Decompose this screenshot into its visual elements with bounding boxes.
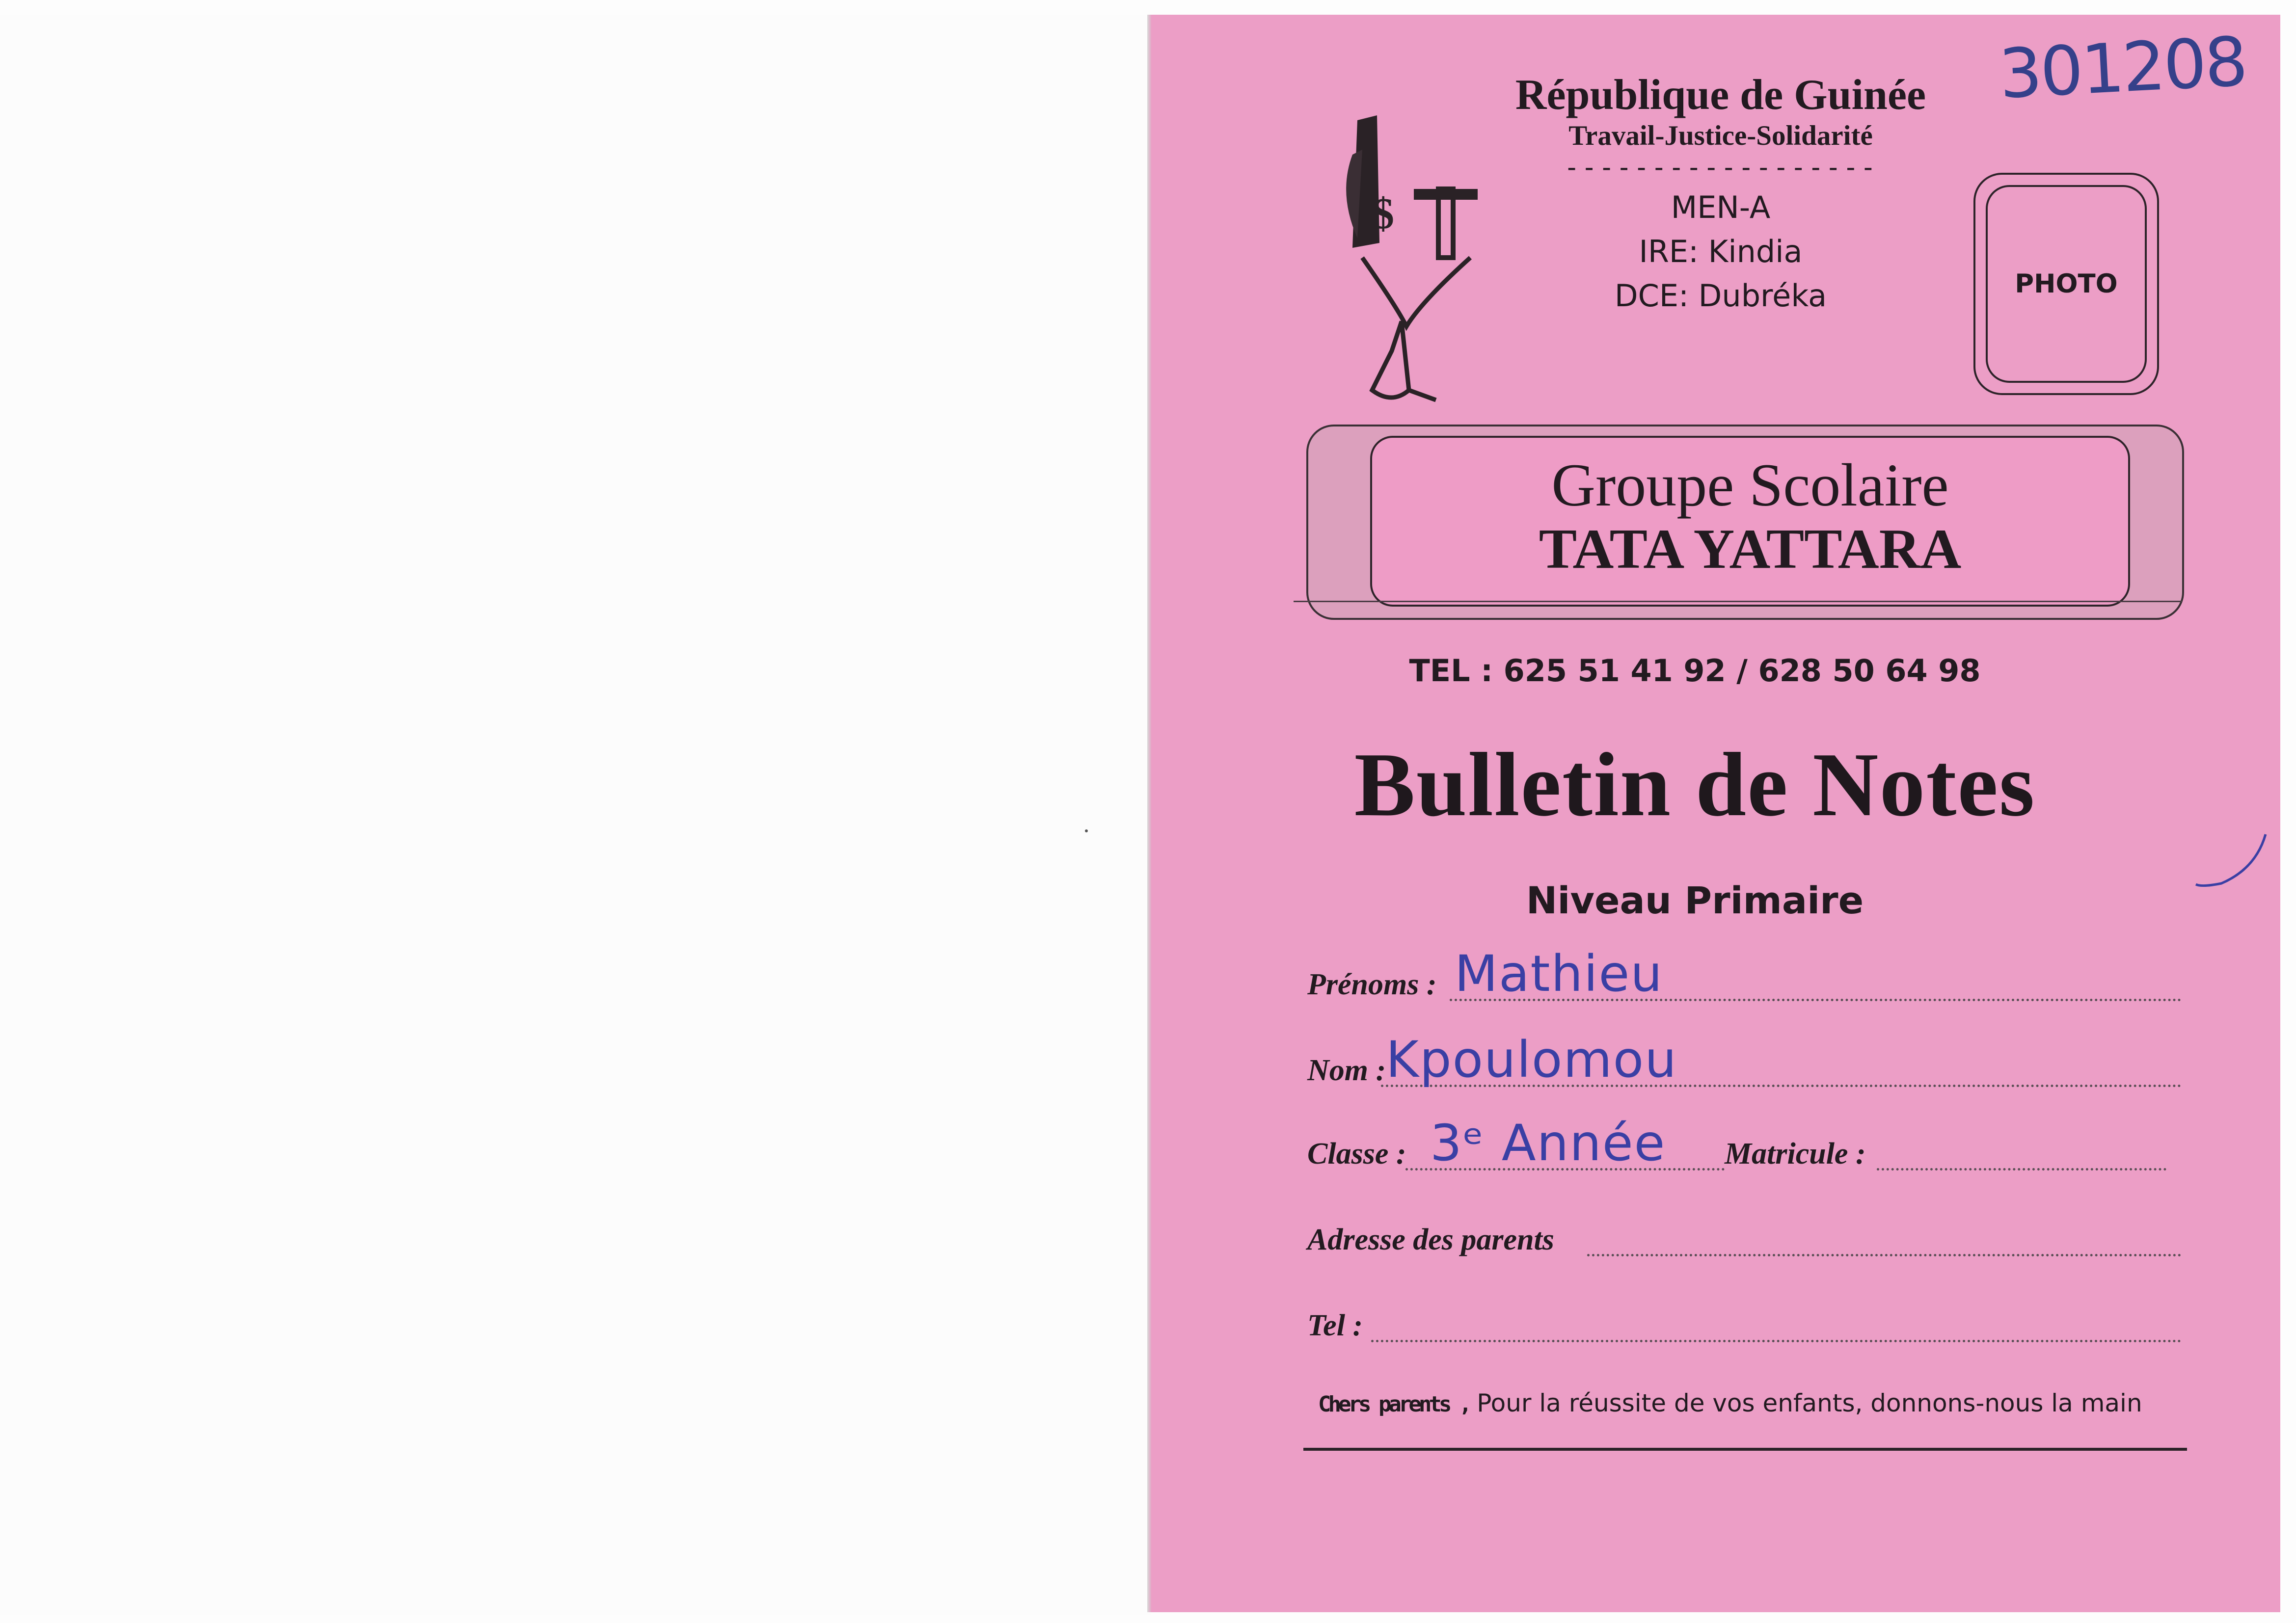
blank-left-page: [0, 15, 1151, 1615]
prenoms-field[interactable]: [1307, 945, 2186, 1006]
photo-frame: [1986, 185, 2147, 383]
footer-rule: [1303, 1448, 2187, 1451]
prenoms-value: Mathieu: [1455, 945, 1663, 1003]
photo-label: PHOTO: [2015, 269, 2118, 299]
tel-field[interactable]: [1307, 1293, 2186, 1347]
matricule-dotted-line: [1877, 1168, 2166, 1171]
school-telephone: TEL : 625 51 41 92 / 628 50 64 98: [1409, 653, 1981, 689]
ink-stroke-mark: [2192, 829, 2270, 903]
national-motto: Travail-Justice-Solidarité: [1568, 120, 1873, 152]
logo-letter-s: $: [1372, 189, 1394, 238]
classe-value: 3ᵉ Année: [1430, 1114, 1666, 1172]
document-title: Bulletin de Notes: [1354, 734, 2036, 835]
speck: [1085, 829, 1088, 832]
ire-label: IRE: Kindia: [1639, 233, 1803, 269]
footer-body: Pour la réussite de vos enfants, donnons-nous la main: [1477, 1389, 2142, 1417]
prenoms-label: Prénoms :: [1307, 968, 1437, 1001]
ministry-label: MEN-A: [1671, 189, 1771, 225]
tel-label: Tel :: [1307, 1309, 1363, 1342]
header-separator: ------------------: [1564, 152, 1878, 183]
country-name: République de Guinée: [1515, 71, 1926, 119]
nom-value: Kpoulomou: [1386, 1031, 1677, 1089]
parent-address-field[interactable]: [1307, 1207, 2186, 1261]
school-name: TATA YATTARA: [1539, 517, 1962, 581]
matricule-label: Matricule :: [1725, 1137, 1866, 1171]
handwritten-document-number: 301208: [1997, 22, 2248, 114]
nom-label: Nom :: [1307, 1054, 1386, 1087]
parent-address-dotted-line: [1587, 1254, 2181, 1256]
school-type: Groupe Scolaire: [1551, 452, 1949, 519]
school-level: Niveau Primaire: [1526, 878, 1864, 922]
footer-message: [1318, 1389, 2142, 1417]
footer-lead: Chers parents ,: [1318, 1392, 1469, 1417]
banner-underline: [1294, 601, 2182, 602]
report-card-cover: [1151, 15, 2280, 1612]
nom-field[interactable]: [1307, 1031, 2186, 1092]
school-banner: [1370, 436, 2130, 607]
header-block: [1446, 73, 1996, 318]
classe-label: Classe :: [1307, 1137, 1406, 1171]
tel-dotted-line: [1371, 1340, 2181, 1342]
dce-label: DCE: Dubréka: [1614, 277, 1827, 314]
classe-field[interactable]: [1307, 1114, 2186, 1175]
parent-address-label: Adresse des parents: [1307, 1223, 1554, 1256]
